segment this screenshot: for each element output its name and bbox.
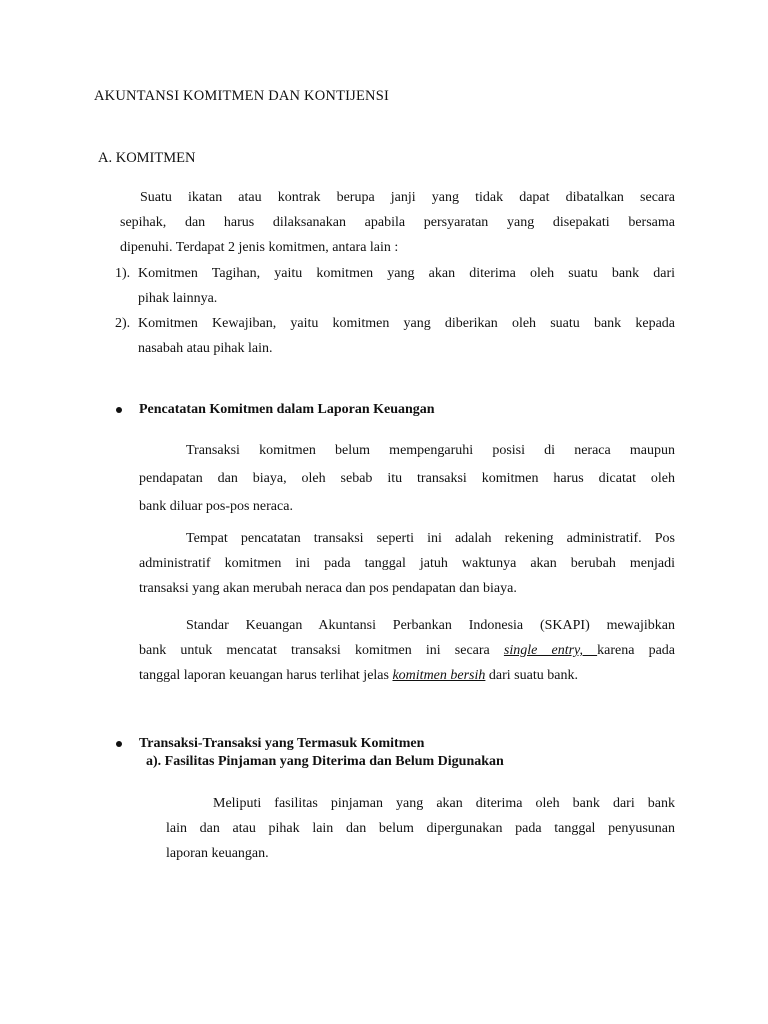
section-a-intro — [120, 185, 675, 260]
para-line — [139, 638, 675, 663]
document-title: AKUNTANSI KOMITMEN DAN KONTIJENSI — [94, 88, 390, 104]
para-line: transaksi yang akan merubah neraca dan pos pendapatan dan biaya. — [139, 581, 517, 596]
bullet2-para — [166, 791, 675, 866]
text-span: karena pada — [597, 643, 675, 658]
list-item-line: pihak lainnya. — [138, 291, 218, 306]
bullet2-subheading: a). Fasilitas Pinjaman yang Diterima dan Belum Digunakan — [146, 754, 504, 769]
list-item — [115, 311, 675, 361]
bullet-icon — [116, 407, 122, 413]
para-line: laporan keuangan. — [166, 846, 269, 861]
list-item-line: nasabah atau pihak lain. — [138, 341, 273, 356]
intro-line-2: sepihak, dan harus dilaksanakan apabila persyaratan yang disepakati bersama — [120, 215, 675, 230]
text-span: bank untuk mencatat transaksi komitmen ini secara — [139, 643, 504, 658]
para-line: lain dan atau pihak lain dan belum dipergunakan pada tanggal penyusunan — [166, 821, 675, 836]
emphasis-komitmen-bersih: komitmen bersih — [392, 668, 486, 683]
list-item — [115, 261, 675, 311]
para-line: bank diluar pos-pos neraca. — [139, 499, 293, 514]
bullet1-para2 — [139, 526, 675, 601]
intro-line-1: Suatu ikatan atau kontrak berupa janji yang tidak dapat dibatalkan secara — [140, 190, 675, 205]
intro-line-3: dipenuhi. Terdapat 2 jenis komitmen, antara lain : — [120, 240, 399, 255]
list-item-number: 2). — [115, 316, 131, 331]
para-line: Transaksi komitmen belum mempengaruhi posisi di neraca maupun — [186, 443, 675, 458]
bullet1-para1 — [139, 437, 675, 521]
komitmen-list — [115, 261, 675, 361]
para-line: Meliputi fasilitas pinjaman yang akan diterima oleh bank dari bank — [213, 796, 675, 811]
text-span: dari suatu bank. — [485, 668, 578, 683]
list-item-number: 1). — [115, 266, 131, 281]
bullet1-para3 — [139, 613, 675, 688]
para-line: Tempat pencatatan transaksi seperti ini adalah rekening administratif. Pos — [186, 531, 675, 546]
bullet2-heading: Transaksi-Transaksi yang Termasuk Komitmen — [139, 736, 425, 751]
list-item-line: Komitmen Kewajiban, yaitu komitmen yang diberikan oleh suatu bank kepada — [138, 316, 675, 331]
para-line: administratif komitmen ini pada tanggal jatuh waktunya akan berubah menjadi — [139, 556, 675, 571]
para-line — [139, 663, 675, 688]
text-span: tanggal laporan keuangan harus terlihat jelas — [139, 668, 393, 683]
para-line: Standar Keuangan Akuntansi Perbankan Indonesia (SKAPI) mewajibkan — [186, 618, 675, 633]
bullet-icon — [116, 741, 122, 747]
bullet1-heading: Pencatatan Komitmen dalam Laporan Keuangan — [139, 402, 435, 417]
list-item-line: Komitmen Tagihan, yaitu komitmen yang akan diterima oleh suatu bank dari — [138, 266, 675, 281]
para-line: pendapatan dan biaya, oleh sebab itu transaksi komitmen harus dicatat oleh — [139, 471, 675, 486]
section-a-heading: A. KOMITMEN — [98, 150, 196, 166]
emphasis-single-entry: single entry, — [503, 643, 598, 658]
